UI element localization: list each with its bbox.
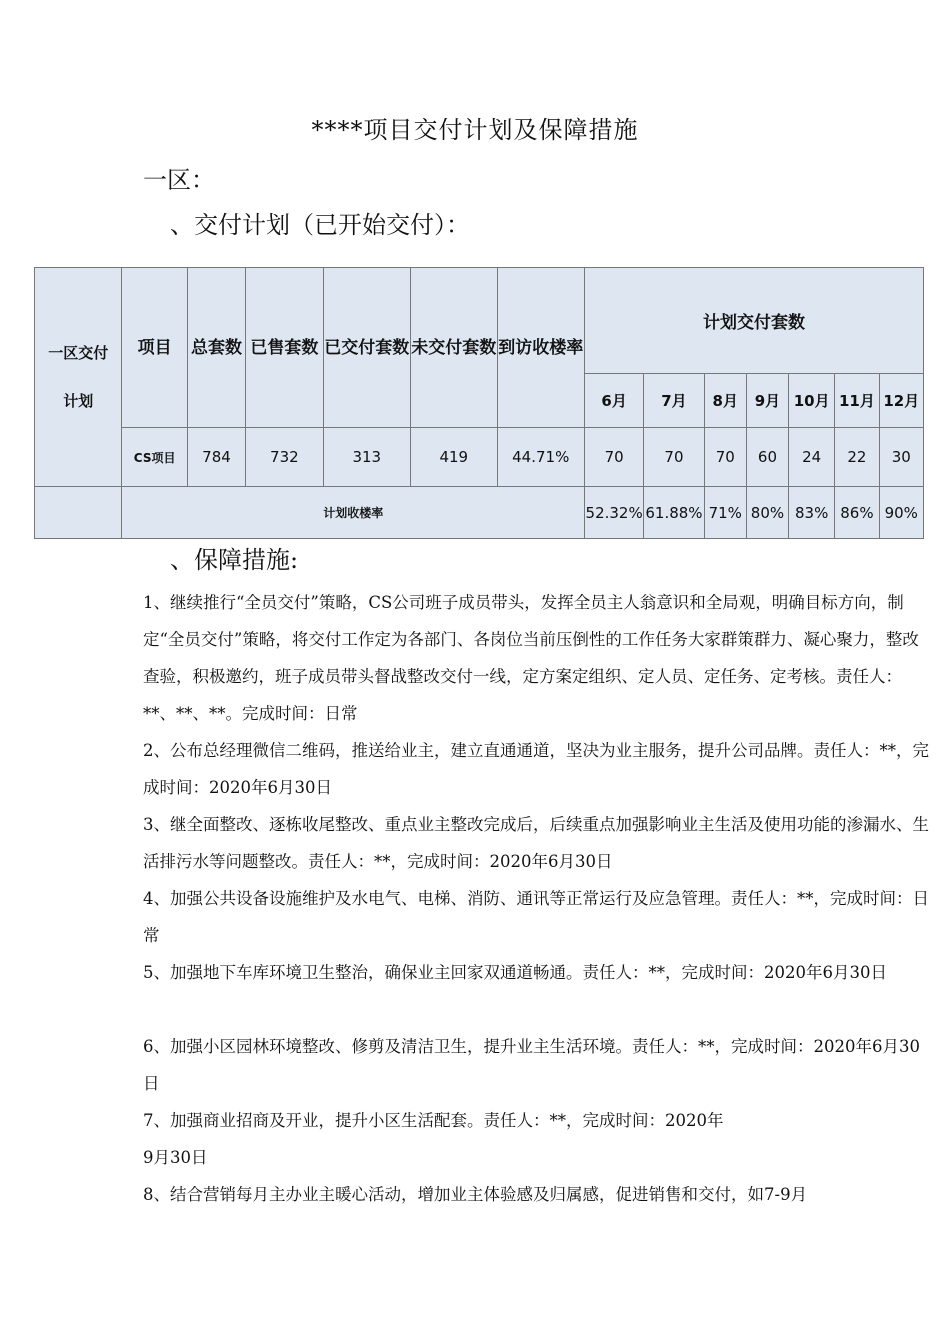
cell-total: 784 (187, 428, 245, 487)
measure-paragraph-6: 6、加强小区园林环境整改、修剪及清洁卫生，提升业主生活环境。责任人：**，完成时间：2020年6月30日 (143, 1037, 920, 1093)
cell-delivered: 313 (323, 428, 410, 487)
cell-sold: 732 (246, 428, 323, 487)
month-header: 9月 (746, 374, 788, 428)
measure-paragraph-8: 8、结合营销每月主办业主暖心活动，增加业主体验感及归属感，促进销售和交付，如7-9月 (143, 1185, 808, 1204)
month-header: 6月 (584, 374, 643, 428)
month-header: 11月 (835, 374, 879, 428)
cell-plan-month: 70 (704, 428, 746, 487)
cell-rate-month: 83% (789, 487, 835, 539)
cell-plan-month: 22 (835, 428, 879, 487)
header-sold: 已售套数 (246, 268, 323, 428)
cell-rate-month: 90% (879, 487, 923, 539)
month-header: 12月 (879, 374, 923, 428)
cell-rate-month: 80% (746, 487, 788, 539)
header-project: 项目 (122, 268, 187, 428)
header-delivered: 已交付套数 (323, 268, 410, 428)
rate-label: 计划收楼率 (122, 487, 585, 539)
measure-paragraph-7-cont: 9月30日 (143, 1148, 208, 1167)
measure-paragraph-2: 2、公布总经理微信二维码，推送给业主，建立直通通道，坚决为业主服务，提升公司品牌。责任人：**，完成时间：2020年6月30日 (143, 741, 929, 797)
cell-plan-month: 30 (879, 428, 923, 487)
cell-visit-rate: 44.71% (497, 428, 584, 487)
row-label-cell (35, 268, 122, 487)
cell-plan-month: 70 (644, 428, 704, 487)
month-header: 8月 (704, 374, 746, 428)
row-label-cell-continued (35, 487, 122, 539)
delivery-plan-table (34, 267, 924, 539)
month-header: 10月 (789, 374, 835, 428)
cell-plan-month: 24 (789, 428, 835, 487)
cell-rate-month: 71% (704, 487, 746, 539)
cell-rate-month: 61.88% (644, 487, 704, 539)
measure-paragraph-7: 7、加强商业招商及开业，提升小区生活配套。责任人：**，完成时间：2020年 (143, 1111, 724, 1130)
measure-paragraph-3: 3、继全面整改、逐栋收尾整改、重点业主整改完成后，后续重点加强影响业主生活及使用功能的渗漏水、生活排污水等问题整改。责任人：**，完成时间：2020年6月30日 (143, 815, 929, 871)
row-label-line1: 一区交付 (48, 344, 109, 362)
row-label-line2: 计划 (63, 392, 94, 410)
subsection-measures: 、保障措施: (170, 546, 299, 574)
cell-undelivered: 419 (411, 428, 497, 487)
section-heading: 一区： (143, 166, 215, 194)
cell-plan-month: 70 (584, 428, 643, 487)
page-title: ****项目交付计划及保障措施 (311, 116, 639, 144)
cell-rate-month: 52.32% (584, 487, 643, 539)
measure-paragraph-4: 4、加强公共设备设施维护及水电气、电梯、消防、通讯等正常运行及应急管理。责任人：**，完成时间：日常 (143, 889, 929, 945)
header-total: 总套数 (187, 268, 245, 428)
header-undelivered: 未交付套数 (411, 268, 497, 428)
cell-rate-month: 86% (835, 487, 879, 539)
month-header: 7月 (644, 374, 704, 428)
measure-paragraph-5: 5、加强地下车库环境卫生整治，确保业主回家双通道畅通。责任人：**，完成时间：2020年6月30日 (143, 963, 887, 982)
measure-paragraph-1: 1、继续推行“全员交付”策略，CS公司班子成员带头，发挥全员主人翁意识和全局观，明确目标方向，制定“全员交付”策略，将交付工作定为各部门、各岗位当前压倒性的工作任务大家群策群力、凝心聚力，整改查验，积极邀约，班子成员带头督战整改交付一线，定方案定组织、定人员、定任务、定考核。责任人：**、**、**。完成时间：日常 (143, 593, 919, 723)
cell-project-name: CS项目 (122, 428, 187, 487)
subsection-delivery-plan: 、交付计划（已开始交付）： (170, 211, 470, 239)
header-plan: 计划交付套数 (584, 268, 923, 374)
header-visit-rate: 到访收楼率 (497, 268, 584, 428)
cell-plan-month: 60 (746, 428, 788, 487)
